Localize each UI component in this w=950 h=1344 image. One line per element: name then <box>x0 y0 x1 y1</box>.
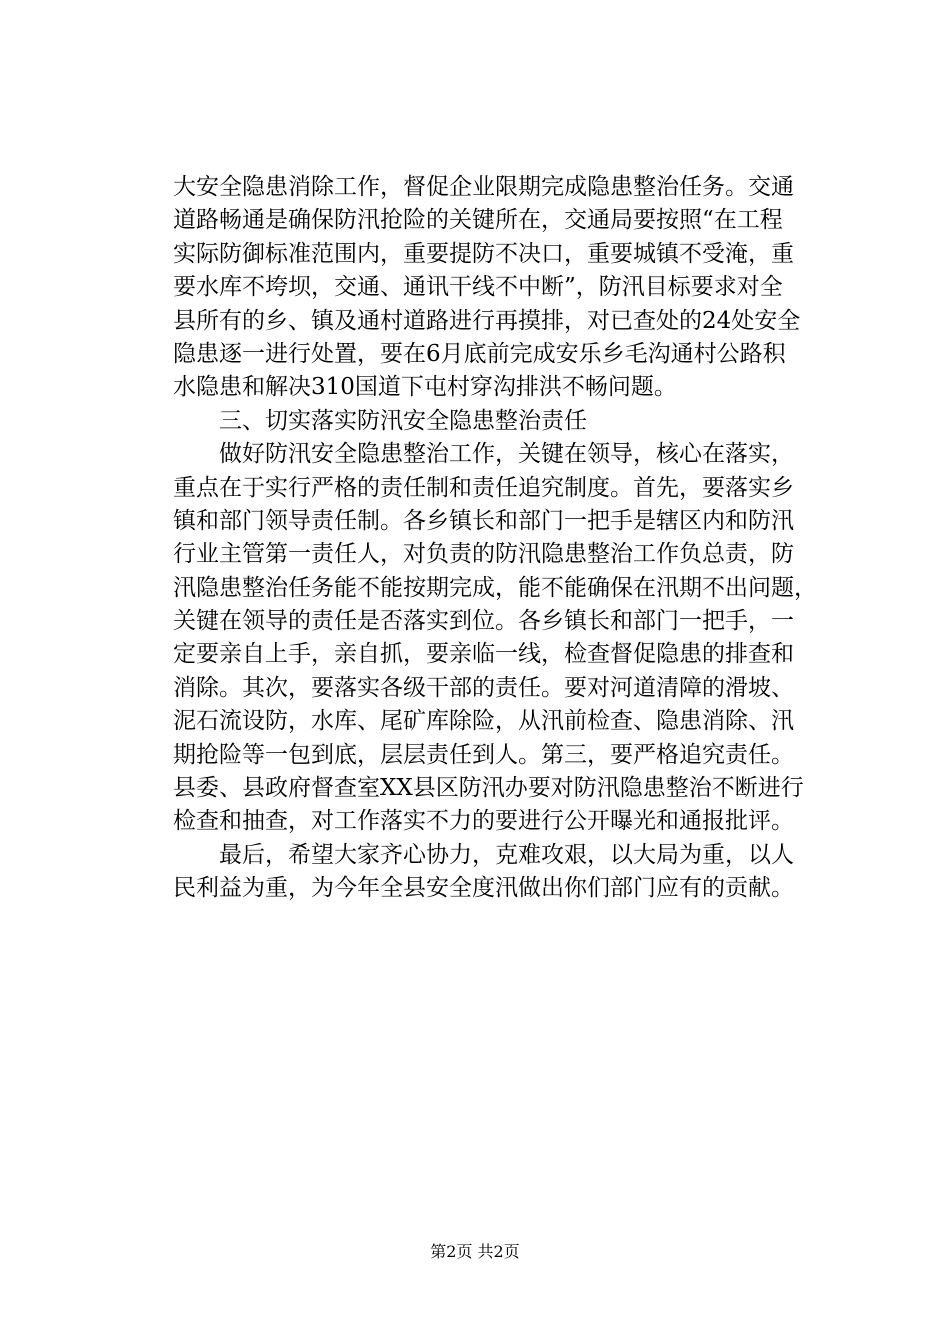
text-line: 消除。其次，要落实各级干部的责任。要对河道清障的滑坡、 <box>173 674 794 701</box>
text-line: 道路畅通是确保防汛抢险的关键所在，交通局要按照“在工程 <box>173 207 783 234</box>
text-line: 定要亲自上手，亲自抓，要亲临一线，检查督促隐患的排查和 <box>173 641 794 668</box>
text-line: 期抢险等一包到底，层层责任到人。第三，要严格追究责任。 <box>173 741 794 768</box>
document-body <box>173 171 817 906</box>
text-line: 民利益为重，为今年全县安全度汛做出你们部门应有的贡献。 <box>173 875 794 902</box>
text-line: 做好防汛安全隐患整治工作，关键在领导，核心在落实， <box>173 441 794 468</box>
page-number-label: 第2页 共2页 <box>430 1242 520 1261</box>
text-line: 汛隐患整治任务能不能按期完成，能不能确保在汛期不出问题， <box>173 574 817 601</box>
text-line: 重点在于实行严格的责任制和责任追究制度。首先，要落实乡 <box>173 474 794 501</box>
text-line: 行业主管第一责任人，对负责的防汛隐患整治工作负总责，防 <box>173 541 794 568</box>
text-line: 县所有的乡、镇及通村道路进行再摸排，对已查处的24处安全 <box>173 307 801 334</box>
text-line: 水隐患和解决310国道下屯村穿沟排洪不畅问题。 <box>173 374 677 401</box>
text-line: 检查和抽查，对工作落实不力的要进行公开曝光和通报批评。 <box>173 808 794 835</box>
text-line: 镇和部门领导责任制。各乡镇长和部门一把手是辖区内和防汛 <box>173 507 794 534</box>
text-line: 最后，希望大家齐心协力，克难攻艰，以大局为重，以人 <box>173 841 794 868</box>
text-line: 县委、县政府督查室XX县区防汛办要对防汛隐患整治不断进行 <box>173 775 804 802</box>
text-line: 关键在领导的责任是否落实到位。各乡镇长和部门一把手，一 <box>173 608 794 635</box>
text-line: 要水库不垮坝，交通、通讯干线不中断”，防汛目标要求对全 <box>173 274 783 301</box>
text-line: 三、切实落实防汛安全隐患整治责任 <box>173 407 587 434</box>
text-line: 大安全隐患消除工作，督促企业限期完成隐患整治任务。交通 <box>173 174 794 200</box>
text-line: 实际防御标准范围内，重要提防不决口，重要城镇不受淹，重 <box>173 240 794 267</box>
text-line: 隐患逐一进行处置，要在6月底前完成安乐乡毛沟通村公路积 <box>173 340 786 367</box>
page-footer <box>0 1242 950 1262</box>
text-line: 泥石流设防，水库、尾矿库除险，从汛前检查、隐患消除、汛 <box>173 708 794 735</box>
